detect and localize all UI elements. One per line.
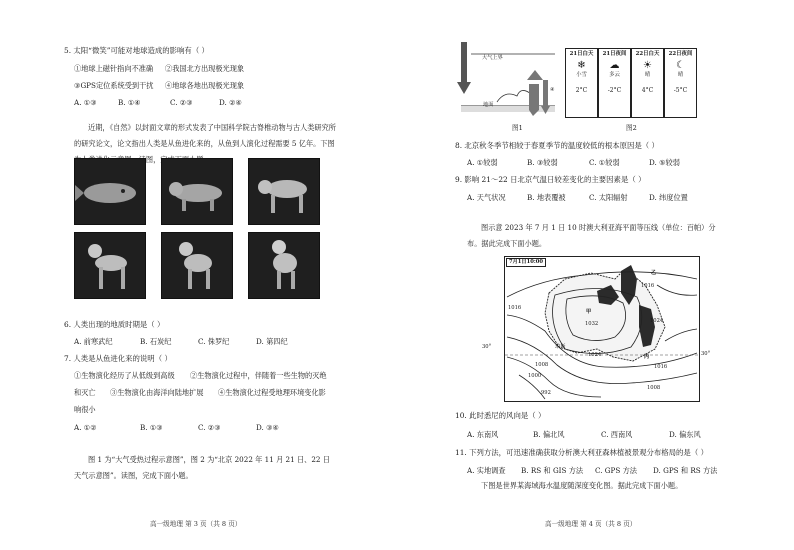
q7-item-1: ①生物演化经历了从低级到高级 (74, 371, 175, 380)
figure-1-caption: 图1 (512, 124, 523, 132)
weather-card-condition: 小雪 (576, 72, 587, 79)
isobar-label-1024-e: 1024 (650, 318, 664, 324)
figure-2-weather-cards (565, 48, 697, 118)
q7-choice-c[interactable]: C. ②③ (198, 423, 221, 432)
weather-card-temperature: -5°C (673, 87, 688, 94)
q7-item-2-cont: 和灭亡 (74, 388, 96, 397)
intro-ocean-temperature: 下图是世界某海域海水温度随深度变化图。据此完成下面小题。 (481, 481, 683, 490)
moon-icon: ☾ (676, 59, 685, 71)
intro-isobar-map: 图示意 2023 年 7 月 1 日 10 时澳大利亚海平面等压线（单位：百帕）分布。据此完成下面小题。 (467, 223, 716, 248)
q6-choice-b[interactable]: B. 石炭纪 (140, 337, 172, 346)
q5-item-1: ①地球上磁针指向不准确 (74, 64, 154, 73)
q11-choice-b[interactable]: B. RS 和 GIS 方法 (521, 466, 584, 475)
place-label-perth: 珀斯 (555, 344, 566, 350)
weather-card-condition: 晴 (644, 72, 651, 79)
q5-choice-a[interactable]: A. ①③ (74, 98, 97, 107)
sun-icon: ☀ (643, 59, 652, 71)
place-label-jia: 甲 (586, 309, 592, 315)
q9-choice-a[interactable]: A. 天气状况 (467, 193, 506, 202)
q11-choice-c[interactable]: C. GPS 方法 (595, 466, 637, 475)
place-label-yi: 乙 (651, 270, 657, 276)
weather-card (565, 48, 598, 118)
evolution-photo-amphibian (161, 158, 233, 225)
weather-card-date: 22日夜间 (668, 51, 693, 57)
intro-evolution: 近期，《自然》以封面文章的形式发表了中国科学院古脊椎动物与古人类研究所的研究论文，论文指出人类是从鱼进化来的，从鱼到人演化过程需要 5 亿年。下图 图，完 (74, 123, 336, 164)
q5-item-2: ②我国北方出现极光现象 (165, 64, 245, 73)
weather-card (631, 48, 664, 118)
isobar-label-1000: 1000 (528, 373, 542, 379)
q10-choice-b[interactable]: B. 偏北风 (533, 430, 565, 439)
q5-choice-c[interactable]: C. ②③ (170, 98, 193, 107)
weather-card (664, 48, 697, 118)
weather-card-condition: 多云 (609, 72, 620, 79)
q7-item-4: ④生物演化过程受地理环境变化影 (218, 388, 326, 397)
isobar-label-992: 992 (541, 390, 551, 396)
q5-choice-b[interactable]: B. ①④ (118, 98, 141, 107)
evolution-photo-ape-1 (74, 232, 146, 299)
latitude-label-left: 30° (482, 344, 492, 350)
isobar-label-1016-se: 1016 (654, 364, 668, 370)
map-datetime-label: 7月1日10:00 (506, 258, 546, 267)
q7-choice-b[interactable]: B. ①③ (140, 423, 163, 432)
weather-card-temperature: 2°C (575, 87, 588, 94)
weather-card-temperature: 4°C (641, 87, 654, 94)
place-label-bing: 丙 (644, 354, 650, 360)
question-6-stem: 6. 人类出现的地质时期是（ ） (64, 320, 165, 329)
q6-choice-a[interactable]: A. 前寒武纪 (74, 337, 113, 346)
q7-choice-a[interactable]: A. ①② (74, 423, 97, 432)
q7-item-3: ③生物演化由海洋向陆地扩展 (110, 388, 204, 397)
evolution-photo-ape-3 (248, 232, 320, 299)
q6-choice-d[interactable]: D. 第四纪 (256, 337, 288, 346)
figure-2-caption: 图2 (626, 124, 637, 132)
q5-item-3: ③GPS定位系统受到干扰 (74, 81, 154, 90)
isobar-label-1008-sw: 1008 (535, 362, 549, 368)
question-9-stem: 9. 影响 21～22 日北京气温日较差变化的主要因素是（ ） (455, 175, 646, 184)
right-page (397, 0, 794, 550)
q6-choice-c[interactable]: C. 侏罗纪 (198, 337, 230, 346)
question-8-stem: 8. 北京秋冬季节相较于春夏季节的温度较低的根本原因是（ ） (455, 141, 659, 150)
left-page-footer: 高一级地理 第 3 页（共 8 页） (150, 520, 242, 528)
isobar-label-1032: 1032 (585, 321, 599, 327)
weather-card-date: 21日夜间 (602, 51, 627, 57)
fig1-atmosphere-top-label: 大气上界 (482, 55, 503, 61)
question-7-stem: 7. 人类是从鱼进化来的说明（ ） (64, 354, 172, 363)
latitude-label-right: 30° (701, 351, 711, 357)
q8-choice-d[interactable]: D. ⑤较弱 (649, 158, 680, 167)
question-11-stem: 11. 下列方法，可迅速准确获取分析澳大利亚森林植被景观分布格局的是（ ） (455, 448, 708, 457)
snow-icon: ❄ (577, 59, 586, 71)
q10-choice-d[interactable]: D. 偏东风 (669, 430, 701, 439)
figure-1-atmosphere-diagram (457, 40, 557, 118)
q11-choice-a[interactable]: A. 实地调查 (467, 466, 506, 475)
q7-item-2: ②生物演化过程中，伴随着一些生物的灭绝 (190, 371, 327, 380)
weather-card-condition: 晴 (677, 72, 684, 79)
weather-card-temperature: -2°C (607, 87, 622, 94)
q9-choice-b[interactable]: B. 地表覆被 (527, 193, 566, 202)
weather-card (598, 48, 631, 118)
intro-atmosphere: 图 1 为“大气受热过程示意图”，图 2 为“北京 2022 年 11 月 21 日、22 日天气示意图”。读图，完成下面小题。 (74, 455, 330, 480)
fig1-marker-4: ④ (550, 87, 555, 93)
q7-item-4-cont: 响很小 (74, 405, 96, 414)
right-page-footer: 高一级地理 第 4 页（共 8 页） (545, 520, 637, 528)
q5-choice-d[interactable]: D. ②④ (219, 98, 242, 107)
q9-choice-c[interactable]: C. 太阳辐射 (589, 193, 628, 202)
isobar-label-1016-ne: 1016 (641, 283, 655, 289)
evolution-photo-primate-quadruped (248, 158, 320, 225)
evolution-photo-fish (74, 158, 146, 225)
q9-choice-d[interactable]: D. 纬度位置 (649, 193, 688, 202)
fig1-ground-label: 地面 (483, 102, 494, 108)
weather-card-date: 21日白天 (569, 51, 594, 57)
question-10-stem: 10. 此时悉尼的风向是（ ） (455, 411, 546, 420)
isobar-label-1024-s: 1024 (588, 352, 602, 358)
isobar-label-1016-w: 1016 (508, 305, 522, 311)
q5-item-4: ④地球各地出现极光现象 (165, 81, 245, 90)
q8-choice-c[interactable]: C. ①较弱 (589, 158, 620, 167)
q8-choice-b[interactable]: B. ③较弱 (527, 158, 558, 167)
isobar-label-1008-se: 1008 (647, 385, 661, 391)
q11-choice-d[interactable]: D. GPS 和 RS 方法 (653, 466, 718, 475)
weather-card-date: 22日白天 (635, 51, 660, 57)
q7-choice-d[interactable]: D. ③④ (256, 423, 279, 432)
q8-choice-a[interactable]: A. ①较弱 (467, 158, 498, 167)
q10-choice-a[interactable]: A. 东南风 (467, 430, 499, 439)
australia-isobar-map (504, 256, 700, 402)
q10-choice-c[interactable]: C. 西南风 (601, 430, 633, 439)
question-5-stem: 5. 太阳“微笑”可能对地球造成的影响有（ ） (64, 46, 209, 55)
cloud-icon: ☁ (609, 59, 620, 71)
evolution-photo-ape-2 (161, 232, 233, 299)
